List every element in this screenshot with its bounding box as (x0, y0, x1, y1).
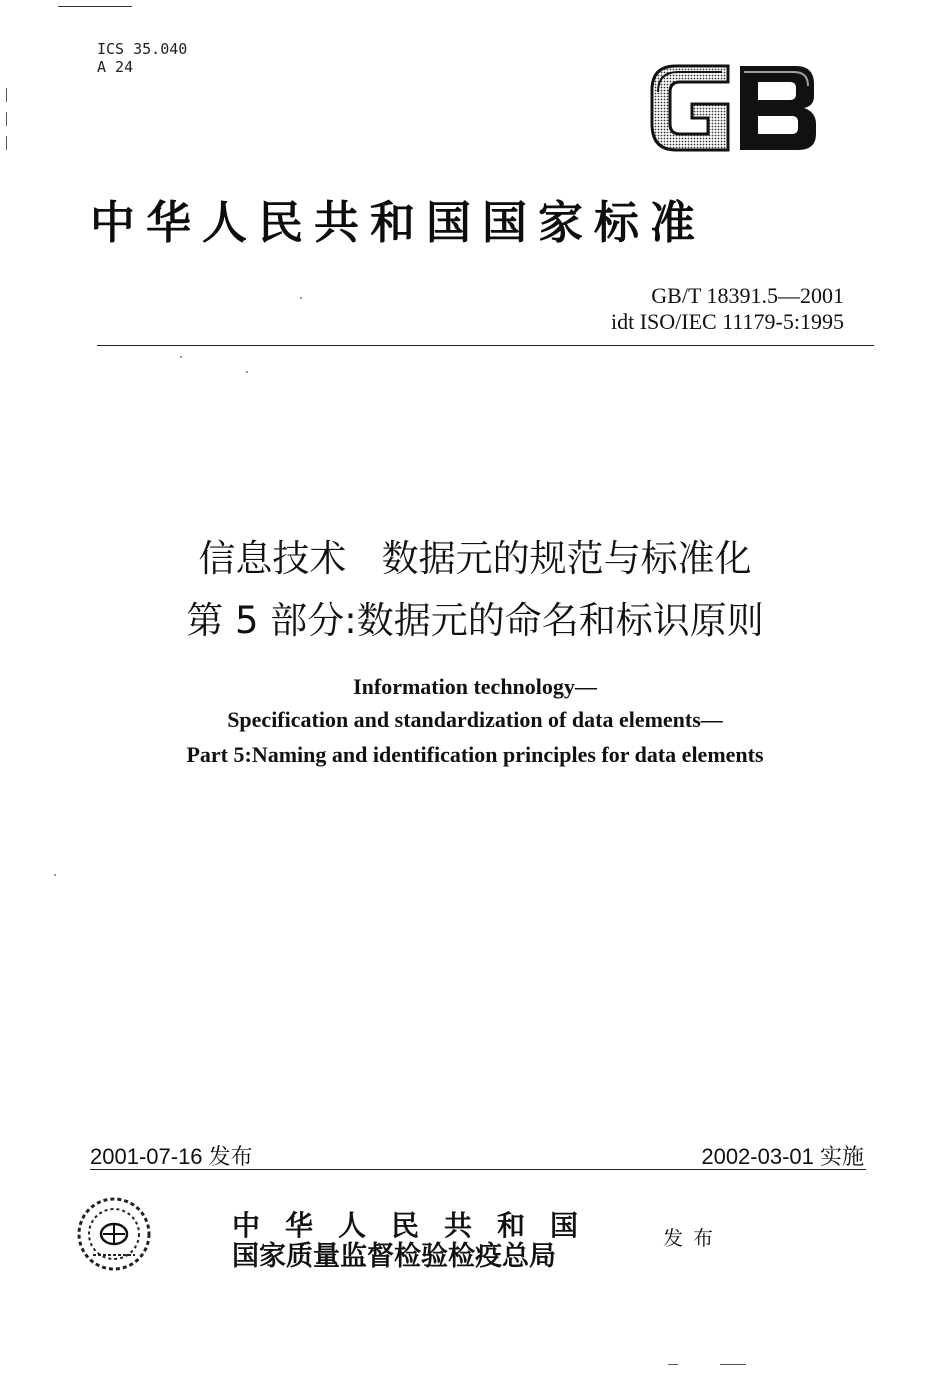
top-edge-rule (58, 6, 132, 7)
title-en-line1: Information technology— (353, 674, 597, 699)
national-standard-heading: 中华人民共和国国家标准 (90, 196, 707, 249)
footer-divider (90, 1169, 866, 1170)
issuer-line2: 国家质量监督检验检疫总局 (232, 1241, 556, 1272)
ics-code: ICS 35.040 (97, 40, 188, 58)
margin-mark (6, 88, 7, 102)
standard-number: GB/T 18391.5—2001 (651, 283, 844, 308)
header-divider (97, 345, 874, 346)
publish-label: 发布 (663, 1226, 723, 1250)
scan-dot (300, 297, 302, 299)
adoption-note: idt ISO/IEC 11179-5:1995 (610, 309, 844, 334)
title-en-line2: Specification and standardization of data elements— (227, 707, 723, 732)
issue-date: 2001-07-16 发布 (90, 1144, 253, 1169)
scan-mark (668, 1364, 678, 1365)
standard-number-block (611, 283, 844, 335)
margin-mark (6, 136, 7, 150)
issuer-seal (75, 1195, 153, 1273)
title-cn-line1: 信息技术 数据元的规范与标准化 (198, 537, 752, 580)
issuer-line1: 中华人民共和国 (232, 1209, 604, 1242)
classification-codes (97, 40, 187, 76)
ccs-code: A 24 (97, 58, 134, 76)
scan-dot (54, 874, 56, 876)
title-en-line3: Part 5:Naming and identification principles for data elements (186, 742, 764, 767)
scan-mark (720, 1364, 746, 1365)
scan-dot (246, 371, 248, 373)
scan-dot (180, 356, 182, 358)
gb-logo (648, 62, 820, 154)
effective-date: 2002-03-01 实施 (701, 1144, 864, 1169)
title-cn-line2: 第 5 部分:数据元的命名和标识原则 (186, 599, 764, 642)
margin-mark (6, 112, 7, 126)
